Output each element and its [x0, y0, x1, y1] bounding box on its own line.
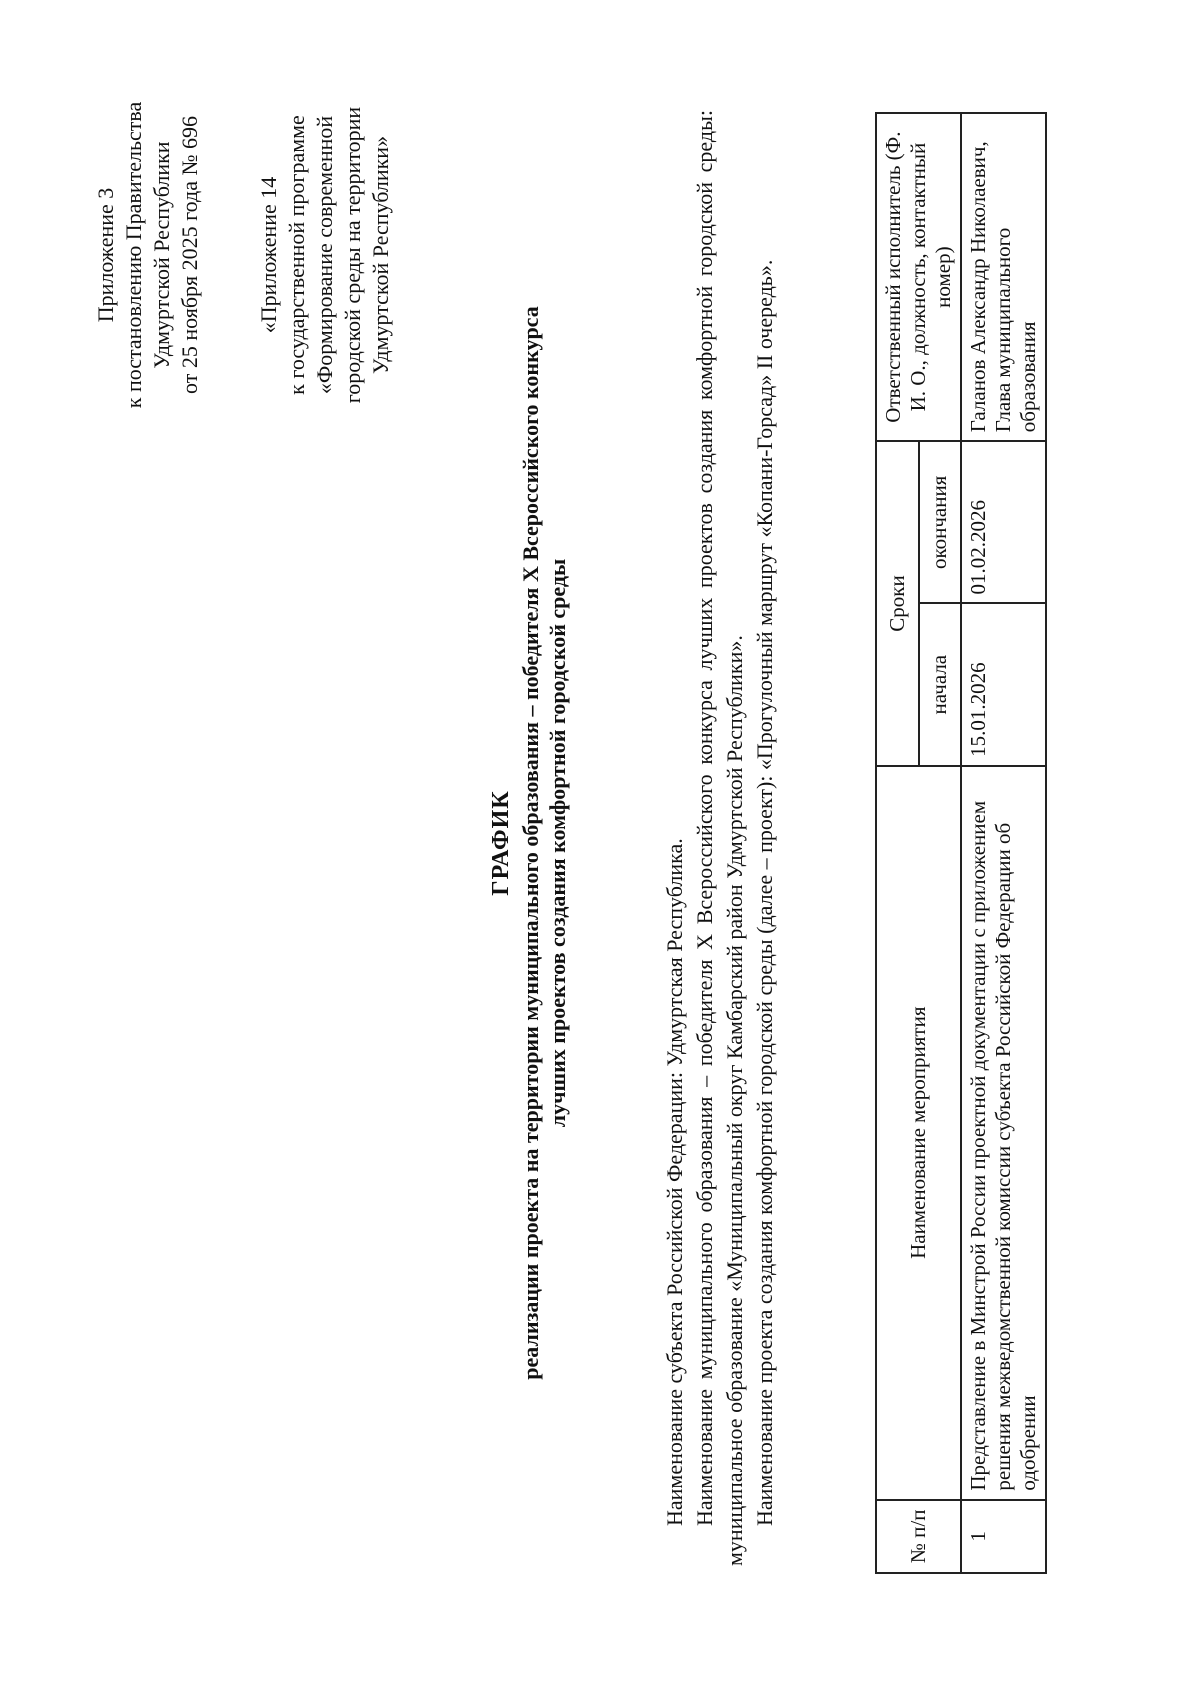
- header-num: № п/п: [876, 1500, 961, 1573]
- header-start: начала: [919, 604, 962, 766]
- cell-num: 1: [961, 1500, 1046, 1573]
- attachment-reference: к постановлению Правительства: [121, 101, 146, 409]
- schedule-table: [875, 112, 1047, 1574]
- program-attachment-number: «Приложение 14: [256, 176, 281, 334]
- document-paragraphs: [660, 110, 780, 1566]
- header-responsible: Ответственный исполнитель (Ф. И. О., должность, контактный номер): [876, 113, 961, 441]
- attachment-date: от 25 ноября 2025 года № 696: [177, 116, 202, 394]
- project-paragraph: Наименование проекта создания комфортной городской среды (далее – проект): «Прогулочный маршрут «Копани-Горсад» II очередь».: [752, 259, 777, 1526]
- cell-name: Представление в Минстрой России проектной документации с приложением решения межведомственной комиссии субъекта Российской Федерации об одобрении: [961, 766, 1046, 1500]
- attachment-number: Приложение 3: [93, 187, 118, 323]
- program-attachment-header: [255, 90, 395, 420]
- cell-end: 01.02.2026: [961, 441, 1046, 603]
- program-attachment-line2: к государственной программе: [284, 115, 309, 395]
- program-attachment-line4: городской среды на территории: [340, 106, 365, 404]
- program-attachment-line5: Удмуртской Республики»: [368, 135, 393, 375]
- attachment-republic: Удмуртской Республики: [149, 141, 174, 369]
- document-title: [488, 0, 571, 1686]
- title-line-3: лучших проектов создания комфортной городской среды: [545, 558, 570, 1128]
- header-name: Наименование мероприятия: [876, 766, 961, 1500]
- title-line-2: реализации проекта на территории муниципального образования – победителя X Всероссийского конкурса: [518, 306, 543, 1380]
- table-header-row: [876, 113, 919, 1573]
- title-main: ГРАФИК: [488, 790, 514, 896]
- subject-paragraph: Наименование субъекта Российской Федерации: Удмуртская Республика.: [662, 838, 687, 1526]
- program-attachment-line3: «Формирование современной: [312, 115, 337, 395]
- municipality-paragraph: Наименование муниципального образования – победителя X Всероссийского конкурса лучших проектов создания комфортной городской среды: муниципальное образование «Муниципальный округ Камбарский район Удмуртской Республики».: [692, 110, 747, 1566]
- header-end: окончания: [919, 441, 962, 603]
- cell-start: 15.01.2026: [961, 604, 1046, 766]
- cell-responsible: Галанов Александр Николаевич, Глава муниципального образования: [961, 113, 1046, 441]
- header-terms: Сроки: [876, 441, 919, 766]
- table-row: [961, 113, 1046, 1573]
- attachment-header: [92, 90, 204, 420]
